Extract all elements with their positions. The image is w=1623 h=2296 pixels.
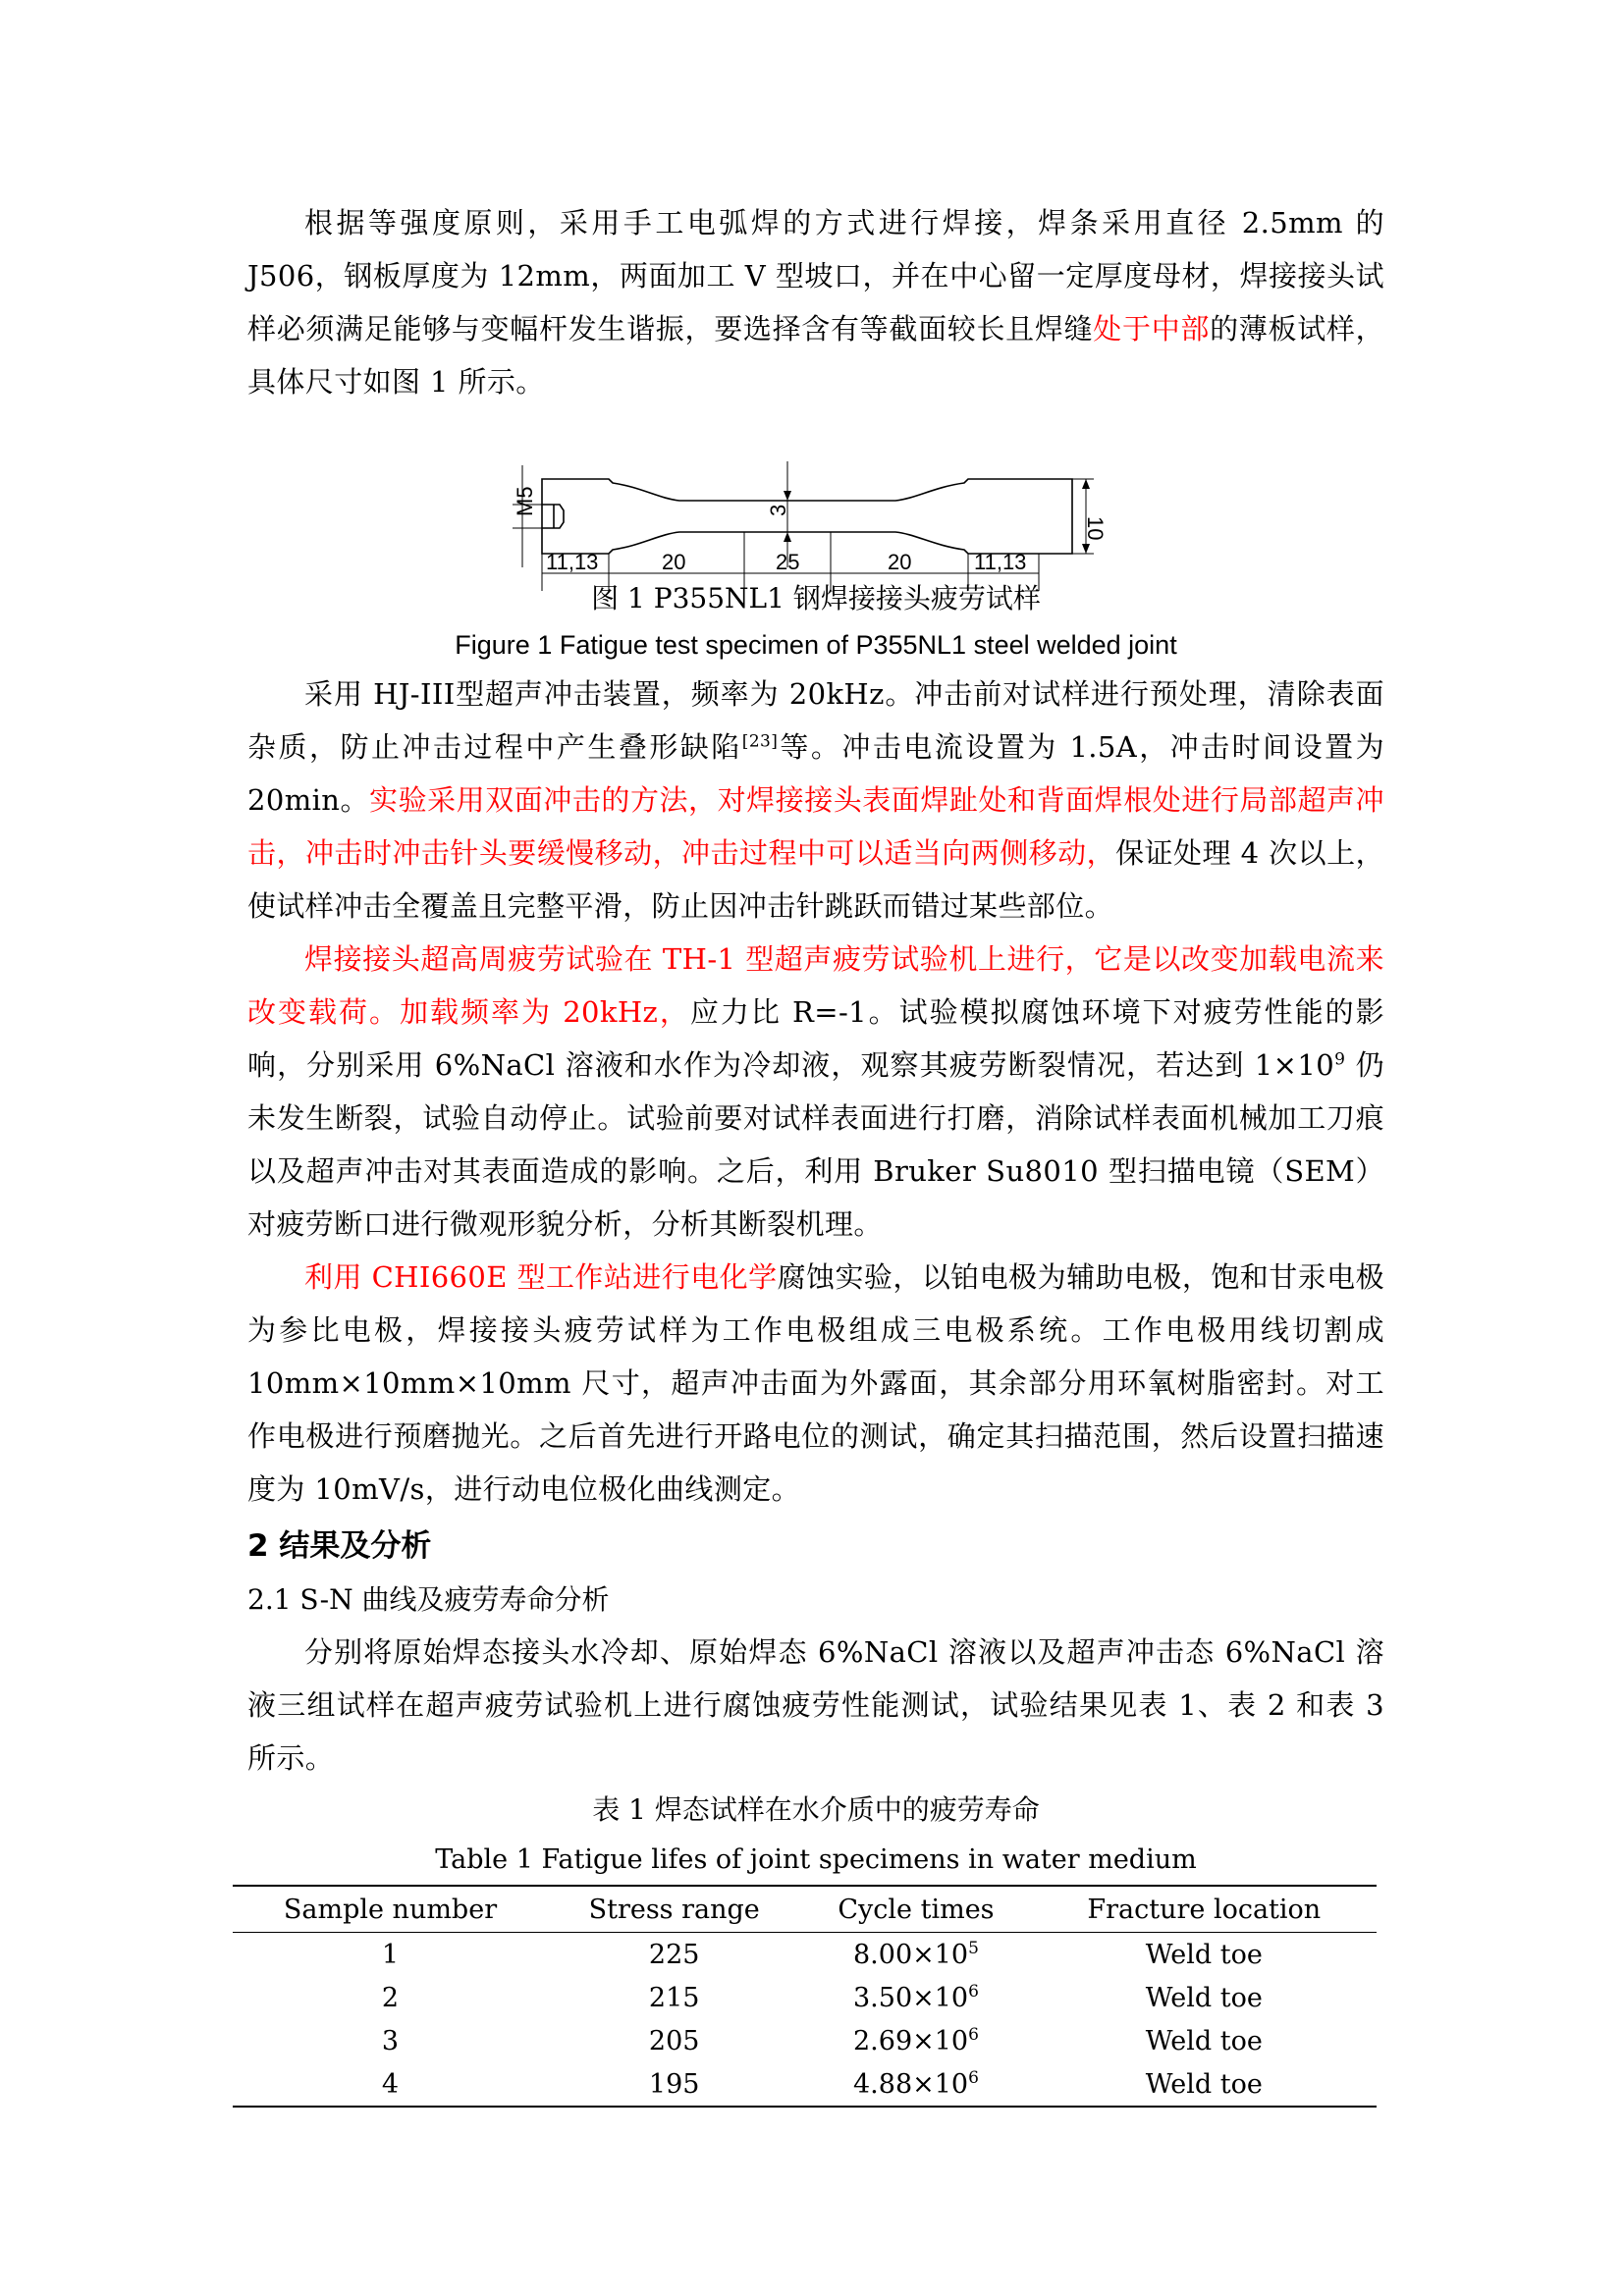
cell-cycles <box>800 1933 1031 1977</box>
specimen-drawing <box>493 422 1108 575</box>
highlighted-text: 焊接接头超高周疲劳试验在 TH-1 型超声疲劳试验机上进行，它是以改变加载电流来改变载荷。加载频率为 20kHz， <box>247 942 1384 1029</box>
table-1-caption-cn: 表 1 焊态试样在水介质中的疲劳寿命 <box>592 1793 1040 1826</box>
paragraph-test-groups: 分别将原始焊态接头水冷却、原始焊态 6%NaCl 溶液以及超声冲击态 6%NaCl 溶液三组试样在超声疲劳试验机上进行腐蚀疲劳性能测试，试验结果见表 1、表 2 和表 3 所示。 <box>247 1635 1384 1775</box>
cell-sample: 3 <box>381 2025 400 2056</box>
text-run: 腐蚀实验，以铂电极为辅助电极，饱和甘汞电极为参比电极，焊接接头疲劳试样为工作电极组成三电极系统。工作电极用线切割成 10mm×10mm×10mm 尺寸，超声冲击面为外露面，其余部分用环氧树脂密封。对工作电极进行预磨抛光。之后首先进行开路电位的测试，确定其扫描范围，然后设置扫描速度为 10mV/s，进行动电位极化曲线测定。 <box>247 1260 1384 1506</box>
label-right-end: 11,13 <box>974 550 1027 574</box>
cell-sample: 1 <box>381 1939 400 1970</box>
section-heading: 2 结果及分析 <box>247 1528 432 1564</box>
subsection-heading: 2.1 S-N 曲线及疲劳寿命分析 <box>247 1583 610 1616</box>
paragraph-electrochemical <box>247 1251 1384 1516</box>
cell-stress: 215 <box>648 1982 700 2013</box>
table-row <box>233 1933 1377 1977</box>
page-content <box>247 196 1384 2108</box>
header-fracture-location: Fracture location <box>1032 1886 1377 1933</box>
citation-ref: [23] <box>741 731 779 752</box>
paragraph-fatigue-test <box>247 933 1384 1251</box>
text-run: 的薄板试样，具体尺寸如图 1 所示。 <box>247 312 1385 399</box>
cell-location: Weld toe <box>1145 1982 1263 2013</box>
table-1-fatigue-lives <box>233 1885 1377 2108</box>
cell-cycles <box>800 2062 1031 2107</box>
cycle-base: 8.00×10 <box>853 1939 969 1970</box>
figure-1-caption-en: Figure 1 Fatigue test specimen of P355NL1 steel welded joint <box>455 630 1177 660</box>
cell-location: Weld toe <box>1032 2062 1377 2107</box>
table-header-row <box>233 1886 1377 1933</box>
figure-1-specimen-drawing <box>247 422 1384 575</box>
highlighted-text: 利用 CHI660E 型工作站进行电化学 <box>304 1260 778 1294</box>
cycle-base: 2.69×10 <box>853 2025 969 2056</box>
cycle-base: 4.88×10 <box>853 2068 969 2100</box>
text-run: 保证处理 4 次以上，使试样冲击全覆盖且完整平滑，防止因冲击针跳跃而错过某些部位。 <box>247 836 1384 923</box>
cell-cycles <box>800 1976 1031 2019</box>
text-run: 采用 HJ-III型超声冲击装置，频率为 20kHz。冲击前对试样进行预处理，清除表面杂质，防止冲击过程中产生叠形缺陷 <box>247 677 1384 764</box>
table-1-caption-en: Table 1 Fatigue lifes of joint specimens in water medium <box>435 1844 1197 1875</box>
cell-stress: 225 <box>648 1939 700 1970</box>
label-left-end: 11,13 <box>546 550 599 574</box>
cycle-exponent: 6 <box>968 2024 979 2045</box>
label-thickness-3: 3 <box>766 504 790 516</box>
text-run: 根据等强度原则，采用手工电弧焊的方式进行焊接，焊条采用直径 2.5mm 的 J506，钢板厚度为 12mm，两面加工 V 型坡口，并在中心留一定厚度母材，焊接接头试样必须满足能够与变幅杆发生谐振，要选择含有等截面较长且焊缝 <box>247 206 1384 346</box>
highlighted-text: 实验采用双面冲击的方法，对焊接接头表面焊趾处和背面焊根处进行局部超声冲击，冲击时冲击针头要缓慢移动，冲击过程中可以适当向两侧移动， <box>247 783 1384 870</box>
cycle-base: 3.50×10 <box>853 1982 969 2013</box>
paragraph-welding-method <box>247 196 1384 408</box>
table-row <box>233 2062 1377 2107</box>
exponent: 9 <box>1334 1049 1346 1070</box>
text-run: 等。冲击电流设置为 1.5A，冲击时间设置为 20min。 <box>247 730 1384 817</box>
header-sample-number: Sample number <box>233 1886 548 1933</box>
cycle-exponent: 6 <box>968 2067 979 2088</box>
cell-location: Weld toe <box>1145 1939 1263 1970</box>
label-left-mid: 20 <box>662 550 686 574</box>
label-m5: M5 <box>513 486 537 516</box>
table-row <box>233 2019 1377 2062</box>
cell-stress: 205 <box>648 2025 700 2056</box>
text-run: 仍未发生断裂，试验自动停止。试验前要对试样表面进行打磨，消除试样表面机械加工刀痕以及超声冲击对其表面造成的影响。之后，利用 Bruker Su8010 型扫描电镜（SEM）对疲劳断口进行微观形貌分析，分析其断裂机理。 <box>247 1048 1384 1241</box>
paragraph-ultrasonic-impact <box>247 667 1384 933</box>
cell-cycles <box>800 2019 1031 2062</box>
label-width-10: 10 <box>1083 516 1108 541</box>
figure-1-caption-cn: 图 1 P355NL1 钢焊接接头疲劳试样 <box>591 582 1041 614</box>
label-right-mid: 20 <box>888 550 912 574</box>
cell-location: Weld toe <box>1145 2025 1263 2056</box>
cell-sample: 2 <box>381 1982 400 2013</box>
cycle-exponent: 6 <box>968 1981 979 2002</box>
label-center: 25 <box>776 550 800 574</box>
text-run: 应力比 R=-1。试验模拟腐蚀环境下对疲劳性能的影响，分别采用 6%NaCl 溶液和水作为冷却液，观察其疲劳断裂情况，若达到 1×10 <box>247 995 1385 1082</box>
cell-stress: 195 <box>548 2062 800 2107</box>
table-row <box>233 1976 1377 2019</box>
cell-sample: 4 <box>233 2062 548 2107</box>
header-cycle-times: Cycle times <box>800 1886 1031 1933</box>
cycle-exponent: 5 <box>968 1938 979 1958</box>
header-stress-range: Stress range <box>548 1886 800 1933</box>
highlighted-text: 处于中部 <box>1093 312 1211 346</box>
